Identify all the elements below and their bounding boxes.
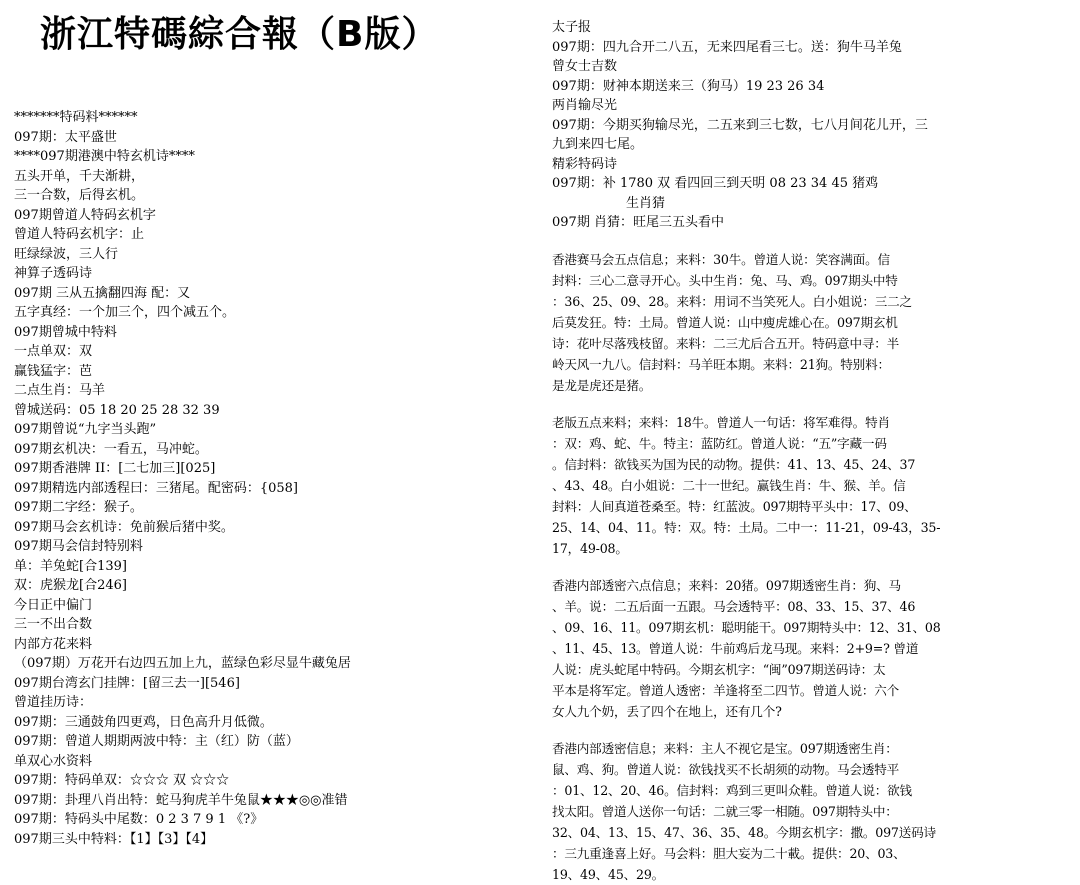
paragraph-line: 岭天风一九八。信封料：马羊旺本期。来料：21狗。特别料： xyxy=(552,356,890,372)
info-paragraph xyxy=(552,738,1074,885)
paragraph-line: 平本是将军定。曾道人透密：羊逢将至二四节。曾道人说：六个 xyxy=(552,682,900,698)
info-paragraph xyxy=(552,575,1074,722)
left-line: 曾道挂历诗： xyxy=(14,695,93,710)
left-line: 097期曾说“九字当头跑” xyxy=(14,422,157,437)
paragraph-line: 香港赛马会五点信息；来料：30牛。曾道人说：笑容满面。信 xyxy=(552,251,890,267)
left-line: *******特码料****** xyxy=(14,110,138,125)
right-top-line: 太子报 xyxy=(552,20,592,35)
left-line: 三一合数，后得玄机。 xyxy=(14,188,145,203)
left-line: ****097期港澳中特玄机诗**** xyxy=(14,149,195,164)
left-line: 五头开单，千夫渐耕， xyxy=(14,168,145,184)
right-top-line: 曾女士吉数 xyxy=(552,59,618,74)
paragraph-line: 32、04、13、15、47、36、35、48。今期玄机字：撒。097送码诗 xyxy=(552,824,936,840)
left-line: 单双心水资料 xyxy=(14,753,93,769)
info-paragraph xyxy=(552,249,1074,396)
paragraph-line: 诗：花叶尽落残枝留。来料：二三尤后合五开。特码意中寻：半 xyxy=(552,335,900,351)
right-column xyxy=(552,18,1074,885)
left-line: 097期玄机决：一看五，马冲蛇。 xyxy=(14,441,208,457)
left-line: 赢钱猛字：芭 xyxy=(14,363,93,379)
left-line: 今日正中偏门 xyxy=(14,597,93,613)
left-line: 097期马会玄机诗：免前猴后猪中奖。 xyxy=(14,519,234,535)
left-line: 一点单双：双 xyxy=(14,344,93,359)
left-line: 097期：三通鼓角四更鸡，日色高升月低微。 xyxy=(14,714,273,730)
left-line: 内部方花来料 xyxy=(14,636,93,652)
left-line: 097期：特码单双：☆☆☆ 双 ☆☆☆ xyxy=(14,773,230,788)
paragraph-line: 25、14、04、11。特：双。特：土局。二中一：11-21，09-43，35- xyxy=(552,519,941,535)
left-line: 曾道人特码玄机字：止 xyxy=(14,227,145,242)
masthead-title: 浙江特碼綜合報（B版） xyxy=(40,14,439,55)
left-line: 五字真经：一个加三个，四个减五个。 xyxy=(14,305,236,320)
left-line: 097期马会信封特别料 xyxy=(14,539,143,554)
paragraph-line: 、43、48。白小姐说：二十一世纪。赢钱生肖：牛、猴、羊。信 xyxy=(552,477,906,493)
right-top-line: 097期：财神本期送来三（狗马）19 23 26 34 xyxy=(552,78,825,94)
left-line: 曾城送码：05 18 20 25 28 32 39 xyxy=(14,402,220,418)
right-paragraphs xyxy=(552,249,1074,885)
paragraph-line: ：01、12、20、46。信封料：鸡到三更叫众鞋。曾道人说：欲钱 xyxy=(552,782,912,798)
left-line: 097期：太平盛世 xyxy=(14,129,117,145)
left-line: 097期：卦理八肖出特：蛇马狗虎羊牛兔鼠★★★◎◎准错 xyxy=(14,792,348,808)
left-line: 二点生肖：马羊 xyxy=(14,383,106,398)
left-line: 097期：曾道人期期两波中特：主（红）防（蓝） xyxy=(14,734,299,749)
paragraph-line: 是龙是虎还是猪。 xyxy=(552,377,652,393)
right-top-line: 生肖猜 xyxy=(626,195,666,211)
paragraph-line: 。信封料：欲钱买为国为民的动物。提供：41、13、45、24、37 xyxy=(552,456,916,472)
paragraph-line: 女人九个奶，丢了四个在地上，还有几个? xyxy=(552,703,782,719)
left-line: 神算子透码诗 xyxy=(14,266,93,281)
paragraph-line: 老版五点来料；来料：18牛。曾道人一句话：将军难得。特肖 xyxy=(552,414,890,430)
paragraph-line: 19、49、45、29。 xyxy=(552,866,665,882)
paragraph-line: 后莫发狂。特：土局。曾道人说：山中瘦虎雄心在。097期玄机 xyxy=(552,314,898,330)
paragraph-line: 、11、45、13。曾道人说：牛前鸡后龙马现。来料：2+9=? 曾道 xyxy=(552,640,919,656)
left-line: 097期三头中特料：【1】【3】【4】 xyxy=(14,831,214,847)
left-line: 097期精选内部透程曰：三猪尾。配密码：{058] xyxy=(14,480,298,496)
paragraph-line: 香港内部透密六点信息；来料：20猪。097期透密生肖：狗、马 xyxy=(552,577,901,593)
left-line: 097期台湾玄门挂牌：[留三去一][546] xyxy=(14,675,240,691)
left-line: 097期曾城中特料 xyxy=(14,324,117,340)
info-paragraph xyxy=(552,412,1074,559)
left-column xyxy=(14,108,534,849)
right-top-line: 097期 肖猜：旺尾三五头看中 xyxy=(552,215,724,230)
left-line: 双：虎猴龙[合246] xyxy=(14,578,127,593)
left-line: 097期：特码头中尾数：0 2 3 7 9 1 《?》 xyxy=(14,812,264,827)
right-top-line: 097期：四九合开二八五，无来四尾看三七。送：狗牛马羊兔 xyxy=(552,39,902,55)
paragraph-line: 、羊。说：二五后面一五跟。马会透特平：08、33、15、37、46 xyxy=(552,598,916,614)
paragraph-line: 找太阳。曾道人送你一句话：二就三零一相随。097期特头中： xyxy=(552,803,898,819)
paragraph-line: ：三九重逢喜上好。马会料：胆大妄为二十載。提供：20、03、 xyxy=(552,845,906,861)
left-line: 097期曾道人特码玄机字 xyxy=(14,207,156,223)
paragraph-line: 封料：三心二意寻开心。头中生肖：兔、马、鸡。097期头中特 xyxy=(552,272,898,288)
right-top-line: 九到来四七尾。 xyxy=(552,137,644,152)
paragraph-line: 封料：人间真道苍桑至。特：红蓝波。097期特平头中：17、09、 xyxy=(552,498,917,514)
paragraph-line: 、09、16、11。097期玄机：聪明能干。097期特头中：12、31、08 xyxy=(552,619,941,635)
paragraph-line: ：双：鸡、蛇、牛。特主：蓝防红。曾道人说：“五”字藏一码 xyxy=(552,435,887,451)
right-top-line: 两肖输尽光 xyxy=(552,98,618,113)
paragraph-line: 香港内部透密信息；来料：主人不视它是宝。097期透密生肖： xyxy=(552,740,898,756)
left-line: 097期香港牌 II：[二七加三][025] xyxy=(14,461,216,476)
paragraph-line: ：36、25、09、28。来料：用词不当笑死人。白小姐说：三二之 xyxy=(552,293,912,309)
left-line: 三一不出合数 xyxy=(14,617,93,632)
left-line: 097期 三从五擒翻四海 配：又 xyxy=(14,285,191,301)
left-line: 单：羊兔蛇[合139] xyxy=(14,558,127,574)
paragraph-line: 17，49-08。 xyxy=(552,540,628,556)
right-top-line: 精彩特码诗 xyxy=(552,156,618,172)
right-top-line: 097期：补 1780 双 看四回三到天明 08 23 34 45 猪鸡 xyxy=(552,176,879,191)
right-top-line: 097期：今期买狗输尽光，二五来到三七数，七八月间花儿开，三 xyxy=(552,117,928,133)
left-line: 旺绿绿波，三人行 xyxy=(14,246,119,262)
left-line: 097期二字经：猴子。 xyxy=(14,500,143,515)
left-line: （097期）万花开右边四五加上九，蓝绿色彩尽显牛藏兔居 xyxy=(14,656,351,671)
right-top-block xyxy=(552,18,1074,233)
paragraph-line: 人说：虎头蛇尾中特码。今期玄机字：“闽”097期送码诗：太 xyxy=(552,661,886,677)
paragraph-line: 鼠、鸡、狗。曾道人说：欲钱找买不长胡须的动物。马会透特平 xyxy=(552,761,900,777)
